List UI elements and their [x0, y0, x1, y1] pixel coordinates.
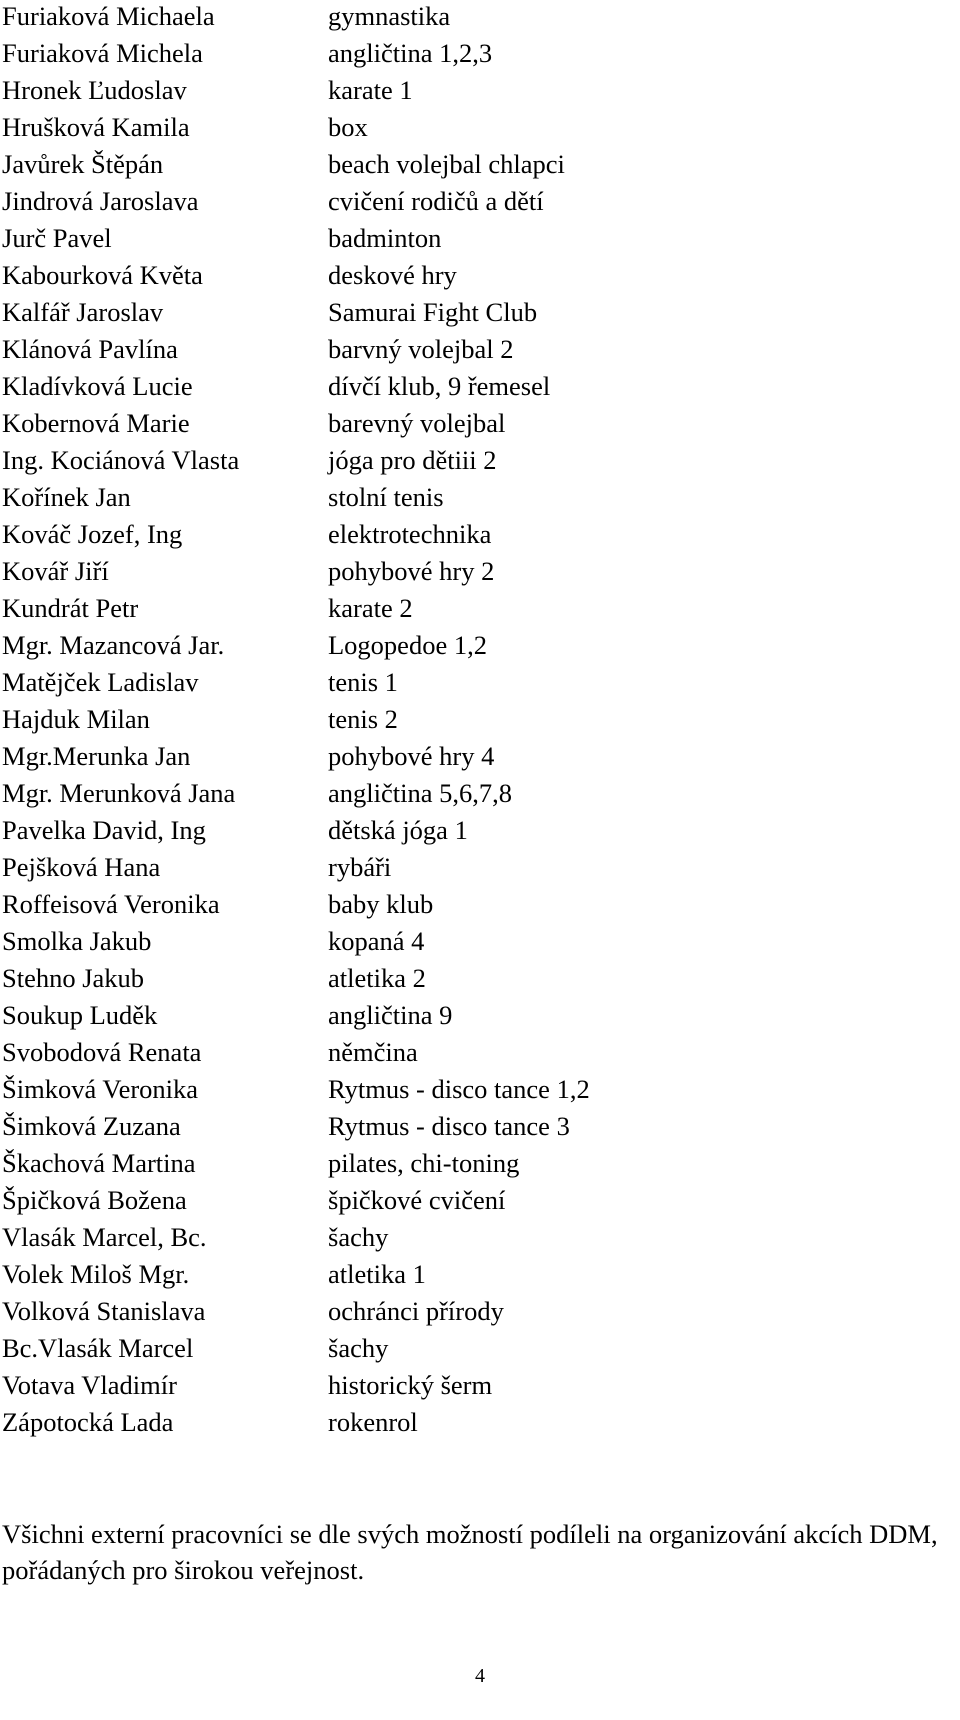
- roster-row: [2, 1147, 952, 1184]
- roster-row: [2, 555, 952, 592]
- person-name: Bc.Vlasák Marcel: [2, 1333, 194, 1363]
- roster-row: [2, 1036, 952, 1073]
- person-name: Špičková Božena: [2, 1185, 187, 1215]
- activity-name: Rytmus - disco tance 3: [328, 1111, 570, 1141]
- roster-row: [2, 0, 952, 37]
- activity-name: gymnastika: [328, 1, 451, 31]
- page-number: 4: [475, 1665, 485, 1687]
- roster-row: [2, 814, 952, 851]
- activity-name: beach volejbal chlapci: [328, 149, 565, 179]
- activity-name: němčina: [328, 1037, 418, 1067]
- roster-list: [2, 0, 952, 1443]
- roster-row: [2, 370, 952, 407]
- activity-name: jóga pro dětiii 2: [328, 445, 497, 475]
- person-name: Jurč Pavel: [2, 223, 112, 253]
- roster-row: [2, 74, 952, 111]
- roster-row: [2, 111, 952, 148]
- roster-row: [2, 851, 952, 888]
- activity-name: šachy: [328, 1333, 389, 1363]
- roster-row: [2, 962, 952, 999]
- person-name: Kobernová Marie: [2, 408, 190, 438]
- person-name: Soukup Luděk: [2, 1000, 158, 1030]
- activity-name: baby klub: [328, 889, 434, 919]
- roster-row: [2, 999, 952, 1036]
- roster-row: [2, 1110, 952, 1147]
- roster-row: [2, 1369, 952, 1406]
- activity-name: kopaná 4: [328, 926, 425, 956]
- activity-name: dětská jóga 1: [328, 815, 468, 845]
- person-name: Vlasák Marcel, Bc.: [2, 1222, 207, 1252]
- activity-name: karate 1: [328, 75, 413, 105]
- activity-name: badminton: [328, 223, 442, 253]
- person-name: Smolka Jakub: [2, 926, 152, 956]
- person-name: Jindrová Jaroslava: [2, 186, 199, 216]
- person-name: Votava Vladimír: [2, 1370, 177, 1400]
- activity-name: Rytmus - disco tance 1,2: [328, 1074, 590, 1104]
- person-name: Matějček Ladislav: [2, 667, 199, 697]
- person-name: Mgr.Merunka Jan: [2, 741, 191, 771]
- activity-name: dívčí klub, 9 řemesel: [328, 371, 551, 401]
- roster-row: [2, 444, 952, 481]
- person-name: Zápotocká Lada: [2, 1407, 174, 1437]
- roster-row: [2, 777, 952, 814]
- person-name: Kalfář Jaroslav: [2, 297, 164, 327]
- activity-name: ochránci přírody: [328, 1296, 504, 1326]
- person-name: Javůrek Štěpán: [2, 149, 164, 179]
- footer-note: Všichni externí pracovníci se dle svých možností podíleli na organizování akcích DDM, pořádaných pro širokou veřejnost.: [2, 1519, 938, 1585]
- roster-row: [2, 222, 952, 259]
- person-name: Kovář Jiří: [2, 556, 109, 586]
- roster-row: [2, 481, 952, 518]
- activity-name: špičkové cvičení: [328, 1185, 506, 1215]
- activity-name: historický šerm: [328, 1370, 493, 1400]
- roster-row: [2, 518, 952, 555]
- roster-row: [2, 148, 952, 185]
- person-name: Hronek Ľudoslav: [2, 75, 187, 105]
- activity-name: box: [328, 112, 368, 142]
- activity-name: atletika 1: [328, 1259, 426, 1289]
- activity-name: pohybové hry 4: [328, 741, 495, 771]
- activity-name: rokenrol: [328, 1407, 418, 1437]
- activity-name: deskové hry: [328, 260, 457, 290]
- person-name: Svobodová Renata: [2, 1037, 202, 1067]
- person-name: Kundrát Petr: [2, 593, 139, 623]
- person-name: Volek Miloš Mgr.: [2, 1259, 190, 1289]
- activity-name: Logopedoe 1,2: [328, 630, 487, 660]
- person-name: Kabourková Květa: [2, 260, 203, 290]
- roster-row: [2, 925, 952, 962]
- activity-name: barevný volejbal: [328, 408, 506, 438]
- activity-name: angličtina 9: [328, 1000, 453, 1030]
- roster-row: [2, 740, 952, 777]
- person-name: Roffeisová Veronika: [2, 889, 220, 919]
- roster-row: [2, 888, 952, 925]
- roster-row: [2, 1221, 952, 1258]
- roster-row: [2, 37, 952, 74]
- activity-name: tenis 1: [328, 667, 398, 697]
- roster-row: [2, 703, 952, 740]
- person-name: Hrušková Kamila: [2, 112, 190, 142]
- activity-name: pilates, chi-toning: [328, 1148, 520, 1178]
- roster-row: [2, 333, 952, 370]
- person-name: Kořínek Jan: [2, 482, 131, 512]
- activity-name: karate 2: [328, 593, 413, 623]
- activity-name: Samurai Fight Club: [328, 297, 538, 327]
- roster-row: [2, 185, 952, 222]
- person-name: Pavelka David, Ing: [2, 815, 206, 845]
- person-name: Ing. Kociánová Vlasta: [2, 445, 240, 475]
- activity-name: barvný volejbal 2: [328, 334, 514, 364]
- person-name: Volková Stanislava: [2, 1296, 206, 1326]
- person-name: Mgr. Mazancová Jar.: [2, 630, 225, 660]
- person-name: Kladívková Lucie: [2, 371, 193, 401]
- activity-name: tenis 2: [328, 704, 398, 734]
- person-name: Šimková Veronika: [2, 1074, 199, 1104]
- roster-row: [2, 296, 952, 333]
- activity-name: šachy: [328, 1222, 389, 1252]
- activity-name: angličtina 1,2,3: [328, 38, 493, 68]
- roster-row: [2, 1073, 952, 1110]
- person-name: Stehno Jakub: [2, 963, 145, 993]
- person-name: Furiaková Michaela: [2, 1, 215, 31]
- person-name: Šimková Zuzana: [2, 1111, 181, 1141]
- roster-row: [2, 629, 952, 666]
- activity-name: rybáři: [328, 852, 392, 882]
- person-name: Hajduk Milan: [2, 704, 150, 734]
- activity-name: elektrotechnika: [328, 519, 492, 549]
- activity-name: stolní tenis: [328, 482, 444, 512]
- activity-name: atletika 2: [328, 963, 426, 993]
- person-name: Furiaková Michela: [2, 38, 203, 68]
- person-name: Škachová Martina: [2, 1148, 196, 1178]
- roster-row: [2, 592, 952, 629]
- person-name: Klánová Pavlína: [2, 334, 178, 364]
- person-name: Mgr. Merunková Jana: [2, 778, 236, 808]
- roster-row: [2, 407, 952, 444]
- activity-name: angličtina 5,6,7,8: [328, 778, 512, 808]
- roster-row: [2, 1184, 952, 1221]
- person-name: Pejšková Hana: [2, 852, 161, 882]
- roster-row: [2, 1332, 952, 1369]
- person-name: Kováč Jozef, Ing: [2, 519, 183, 549]
- activity-name: pohybové hry 2: [328, 556, 495, 586]
- roster-row: [2, 1406, 952, 1443]
- roster-row: [2, 666, 952, 703]
- roster-row: [2, 1295, 952, 1332]
- roster-row: [2, 1258, 952, 1295]
- roster-row: [2, 259, 952, 296]
- activity-name: cvičení rodičů a dětí: [328, 186, 544, 216]
